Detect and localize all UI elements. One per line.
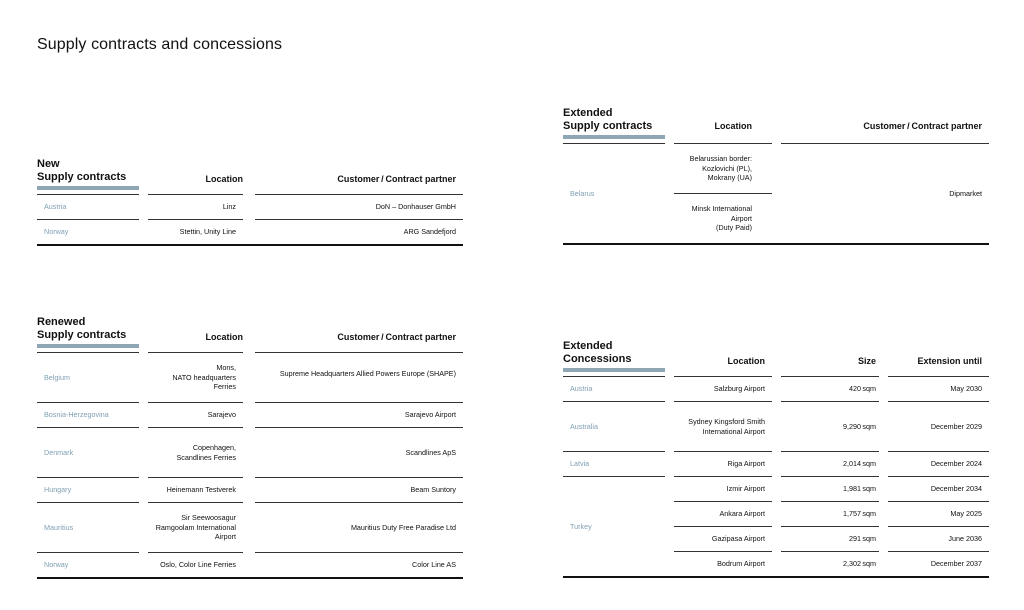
table-row xyxy=(37,353,463,403)
partner-cell: Scandlines ApS xyxy=(255,428,463,478)
location-cell: Sydney Kingsford Smith International Airport xyxy=(674,402,772,452)
location-cell: Linz xyxy=(148,195,243,220)
country-cell: Australia xyxy=(563,402,665,452)
table-row xyxy=(37,553,463,578)
location-cell: Izmir Airport xyxy=(674,477,772,502)
location-cell: Salzburg Airport xyxy=(674,377,772,402)
table-row xyxy=(37,403,463,428)
column-header-location: Location xyxy=(674,107,772,144)
extension-cell: December 2037 xyxy=(888,552,989,577)
column-header-location: Location xyxy=(674,340,772,377)
location-cell: Minsk International Airport (Duty Paid) xyxy=(674,194,772,244)
location-cell: Riga Airport xyxy=(674,452,772,477)
extension-cell: December 2024 xyxy=(888,452,989,477)
country-cell: Turkey xyxy=(563,477,665,577)
partner-cell: Color Line AS xyxy=(255,553,463,578)
size-cell: 9,290 sqm xyxy=(781,402,879,452)
size-cell: 1,757 sqm xyxy=(781,502,879,527)
location-cell: Sir Seewoosagur Ramgoolam International Airport xyxy=(148,503,243,553)
heading-accent-bar xyxy=(563,135,665,139)
extended-concessions-table xyxy=(563,340,989,578)
country-cell: Austria xyxy=(37,195,139,220)
renewed-supply-contracts-table xyxy=(37,316,463,579)
table-row xyxy=(563,377,989,402)
table-row xyxy=(37,478,463,503)
location-cell: Heinemann Testverek xyxy=(148,478,243,503)
location-cell: Gazipasa Airport xyxy=(674,527,772,552)
extension-cell: May 2030 xyxy=(888,377,989,402)
location-cell: Ankara Airport xyxy=(674,502,772,527)
heading-accent-bar xyxy=(37,186,139,190)
column-header-location: Location xyxy=(148,158,243,195)
location-cell: Mons, NATO headquarters Ferries xyxy=(148,353,243,403)
country-cell: Hungary xyxy=(37,478,139,503)
partner-cell: DoN – Donhauser GmbH xyxy=(255,195,463,220)
partner-cell: Dipmarket xyxy=(781,144,989,244)
table-row xyxy=(563,144,989,194)
size-cell: 291 sqm xyxy=(781,527,879,552)
size-cell: 1,981 sqm xyxy=(781,477,879,502)
partner-cell: Sarajevo Airport xyxy=(255,403,463,428)
table-heading: Extended Supply contracts xyxy=(563,107,665,144)
partner-cell: Supreme Headquarters Allied Powers Europe (SHAPE) xyxy=(255,353,463,403)
partner-cell: Beam Suntory xyxy=(255,478,463,503)
table-row xyxy=(563,452,989,477)
size-cell: 420 sqm xyxy=(781,377,879,402)
column-header-extension: Extension until xyxy=(888,340,989,377)
column-header-partner: Customer / Contract partner xyxy=(255,316,463,353)
table-row xyxy=(37,195,463,220)
table-row xyxy=(563,402,989,452)
table-heading: New Supply contracts xyxy=(37,158,139,195)
country-cell: Latvia xyxy=(563,452,665,477)
location-cell: Stettin, Unity Line xyxy=(148,220,243,245)
extension-cell: May 2025 xyxy=(888,502,989,527)
extended-supply-contracts-table xyxy=(563,107,989,245)
table-row xyxy=(37,503,463,553)
partner-cell: ARG Sandefjord xyxy=(255,220,463,245)
new-supply-contracts-table xyxy=(37,158,463,246)
extension-cell: December 2029 xyxy=(888,402,989,452)
location-cell: Copenhagen, Scandlines Ferries xyxy=(148,428,243,478)
location-cell: Bodrum Airport xyxy=(674,552,772,577)
country-cell: Denmark xyxy=(37,428,139,478)
table-row xyxy=(563,477,989,502)
size-cell: 2,014 sqm xyxy=(781,452,879,477)
table-row xyxy=(37,428,463,478)
country-cell: Austria xyxy=(563,377,665,402)
table-heading: Extended Concessions xyxy=(563,340,665,377)
column-header-location: Location xyxy=(148,316,243,353)
country-cell: Norway xyxy=(37,553,139,578)
country-cell: Norway xyxy=(37,220,139,245)
column-header-partner: Customer / Contract partner xyxy=(255,158,463,195)
location-cell: Belarussian border: Kozlovichi (PL), Mokrany (UA) xyxy=(674,144,772,194)
location-cell: Oslo, Color Line Ferries xyxy=(148,553,243,578)
size-cell: 2,302 sqm xyxy=(781,552,879,577)
country-cell: Belarus xyxy=(563,144,665,244)
country-cell: Mauritius xyxy=(37,503,139,553)
extension-cell: June 2036 xyxy=(888,527,989,552)
column-header-partner: Customer / Contract partner xyxy=(781,107,989,144)
column-header-size: Size xyxy=(781,340,879,377)
page-title: Supply contracts and concessions xyxy=(37,36,283,53)
table-row xyxy=(37,220,463,245)
country-cell: Bosnia-Herzegovina xyxy=(37,403,139,428)
location-cell: Sarajevo xyxy=(148,403,243,428)
country-cell: Belgium xyxy=(37,353,139,403)
extension-cell: December 2034 xyxy=(888,477,989,502)
heading-accent-bar xyxy=(37,344,139,348)
table-heading: Renewed Supply contracts xyxy=(37,316,139,353)
heading-accent-bar xyxy=(563,368,665,372)
partner-cell: Mauritius Duty Free Paradise Ltd xyxy=(255,503,463,553)
